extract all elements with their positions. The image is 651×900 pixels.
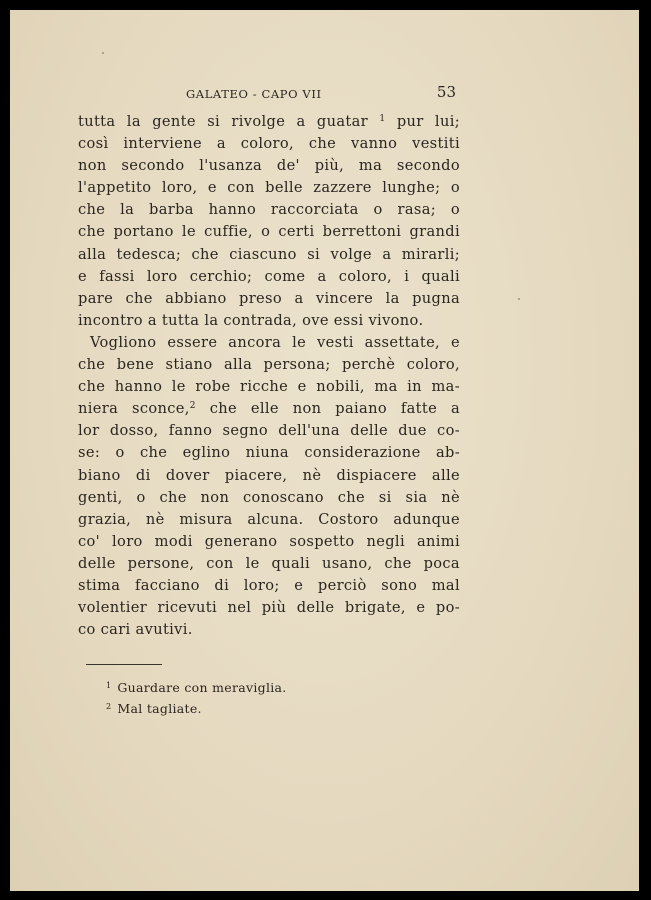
text-line: che portano le cuffie, o certi berrettoni grandi <box>78 223 460 241</box>
footnote <box>106 697 287 718</box>
book-page <box>10 10 639 891</box>
text-line: grazia, nè misura alcuna. Costoro adunque <box>78 510 460 528</box>
footnote-mark: 1 <box>106 681 112 690</box>
footnote-text: Mal tagliate. <box>117 701 202 716</box>
text-line: genti, o che non conoscano che si sia nè <box>78 488 460 506</box>
footnote-text: Guardare con meraviglia. <box>117 680 287 695</box>
footnote-ref: 1 <box>379 114 386 124</box>
paper-speck <box>518 298 520 300</box>
text-line: che la barba hanno raccorciata o rasa; o <box>78 201 460 219</box>
footnote-mark: 2 <box>106 702 112 711</box>
footnote <box>106 676 287 697</box>
body-text <box>78 111 460 641</box>
text-line: biano di dover piacere, nè dispiacere alle <box>78 466 460 484</box>
text-line: alla tedesca; che ciascuno si volge a mirarli; <box>78 245 460 263</box>
text-line: che hanno le robe ricche e nobili, ma in ma- <box>78 378 460 396</box>
text-line: l'appetito loro, e con belle zazzere lunghe; o <box>78 179 460 197</box>
text-line: Vogliono essere ancora le vesti assettate, e <box>90 333 460 351</box>
text-line: così interviene a coloro, che vanno vestiti <box>78 135 460 153</box>
page-header <box>186 83 456 103</box>
footnotes <box>106 676 287 718</box>
text-line: delle persone, con le quali usano, che poca <box>78 554 460 572</box>
text-line: co cari avutivi. <box>78 621 193 639</box>
text-line: tutta la gente si rivolge a guatar $^1$ pur lui; <box>78 113 460 130</box>
text-line: non secondo l'usanza de' più, ma secondo <box>78 157 460 175</box>
text-line: lor dosso, fanno segno dell'una delle due co- <box>78 422 460 440</box>
footnote-ref: 2 <box>189 401 196 412</box>
text-line: incontro a tutta la contrada, ove essi vivono. <box>78 311 424 329</box>
footnote-rule <box>86 664 162 665</box>
text-line: niera sconce,$^2$ che elle non paiano fatte a <box>78 400 460 418</box>
text-line: stima facciano di loro; e perciò sono mal <box>78 576 460 594</box>
paper-speck <box>102 52 104 54</box>
text-line: co' loro modi generano sospetto negli animi <box>78 532 460 550</box>
text-line: che bene stiano alla persona; perchè coloro, <box>78 356 460 374</box>
running-head: GALATEO - CAPO VII <box>186 87 322 101</box>
text-line: pare che abbiano preso a vincere la pugna <box>78 289 460 307</box>
text-line: e fassi loro cerchio; come a coloro, i quali <box>78 267 460 285</box>
text-line: se: o che eglino niuna considerazione ab- <box>78 444 460 462</box>
text-line: volentier ricevuti nel più delle brigate, e po- <box>78 599 460 617</box>
page-number: 53 <box>436 83 456 101</box>
